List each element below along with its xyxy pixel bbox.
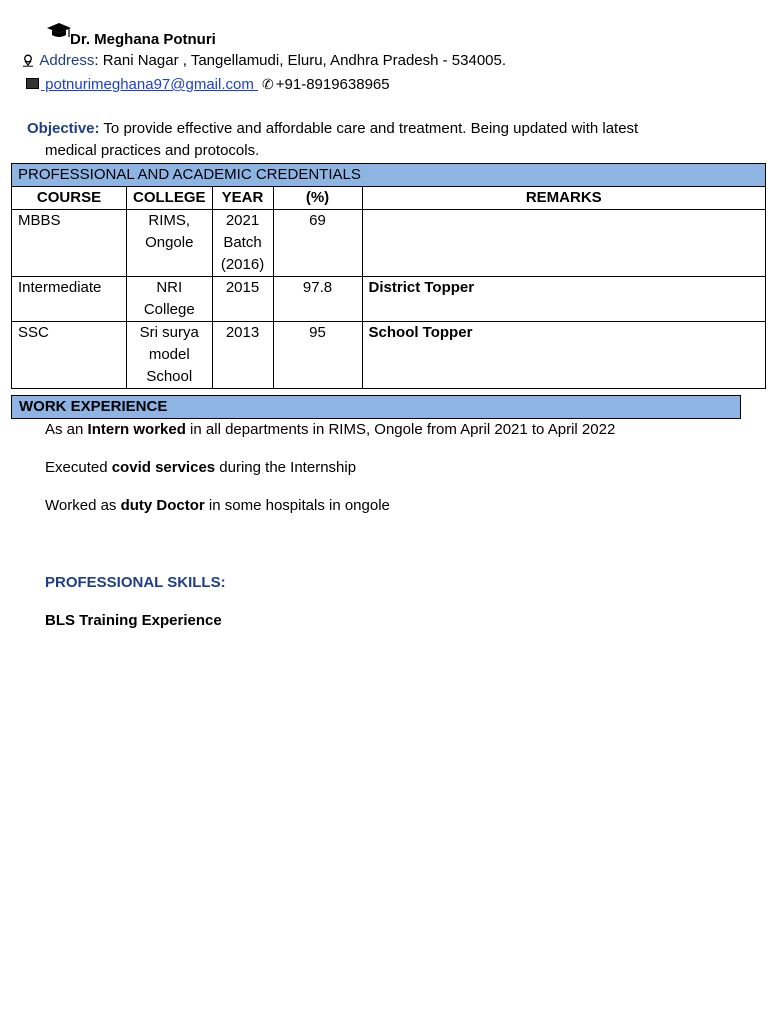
work-item-text: in some hospitals in ongole bbox=[204, 497, 390, 514]
college-cell bbox=[127, 210, 213, 277]
work-item-text: Worked as bbox=[45, 497, 121, 514]
college-line: model bbox=[148, 346, 190, 363]
work-item-text: during the Internship bbox=[215, 459, 357, 476]
year-line: Batch bbox=[223, 234, 262, 251]
year-line: (2016) bbox=[220, 256, 265, 273]
college-cell bbox=[127, 277, 213, 322]
percent-cell: 97.8 bbox=[273, 277, 362, 322]
college-line: RIMS, bbox=[148, 212, 191, 229]
work-item bbox=[45, 457, 356, 479]
work-item-highlight: covid services bbox=[111, 459, 216, 476]
objective-text-line2: medical practices and protocols. bbox=[45, 142, 260, 159]
column-header: COURSE bbox=[12, 187, 127, 210]
objective bbox=[27, 118, 717, 162]
remarks-cell bbox=[362, 210, 765, 277]
course-cell: SSC bbox=[12, 322, 127, 389]
college-cell bbox=[127, 322, 213, 389]
table-row bbox=[12, 322, 766, 389]
table-row bbox=[12, 210, 766, 277]
location-pin-icon bbox=[22, 52, 36, 74]
column-header: YEAR bbox=[212, 187, 273, 210]
column-header: (%) bbox=[273, 187, 362, 210]
email-link[interactable]: potnurimeghana97@gmail.com bbox=[41, 76, 259, 93]
column-header: COLLEGE bbox=[127, 187, 213, 210]
table-row bbox=[12, 277, 766, 322]
credentials-table bbox=[11, 163, 766, 389]
phone-number: +91-8919638965 bbox=[275, 76, 390, 93]
work-item-text: As an bbox=[45, 421, 88, 438]
work-experience-title: WORK EXPERIENCE bbox=[11, 395, 741, 419]
mail-icon bbox=[26, 78, 39, 89]
course-cell: MBBS bbox=[12, 210, 127, 277]
course-cell: Intermediate bbox=[12, 277, 127, 322]
objective-text-line1: To provide effective and affordable care and treatment. Being updated with latest bbox=[99, 120, 639, 137]
contact-line bbox=[26, 73, 390, 96]
work-item-highlight: duty Doctor bbox=[120, 497, 205, 514]
person-name: Dr. Meghana Potnuri bbox=[70, 31, 216, 48]
work-item-text: Executed bbox=[45, 459, 112, 476]
work-item-highlight: Intern worked bbox=[87, 421, 186, 438]
year-cell: 2015 bbox=[212, 277, 273, 322]
work-item bbox=[45, 419, 615, 441]
year-cell: 2013 bbox=[212, 322, 273, 389]
remarks-cell: School Topper bbox=[362, 322, 765, 389]
credentials-title: PROFESSIONAL AND ACADEMIC CREDENTIALS bbox=[12, 164, 766, 187]
year-cell bbox=[212, 210, 273, 277]
college-line: School bbox=[146, 368, 193, 385]
address-line bbox=[22, 50, 506, 74]
percent-cell: 95 bbox=[273, 322, 362, 389]
percent-cell: 69 bbox=[273, 210, 362, 277]
skills-title: PROFESSIONAL SKILLS: bbox=[45, 574, 226, 591]
phone-icon: ✆ bbox=[262, 76, 274, 92]
graduation-cap-icon bbox=[46, 22, 72, 42]
remarks-cell: District Topper bbox=[362, 277, 765, 322]
work-item bbox=[45, 495, 390, 517]
address-label: Address bbox=[39, 52, 95, 69]
college-line: Sri surya bbox=[139, 324, 199, 341]
column-header: REMARKS bbox=[362, 187, 765, 210]
skill-item: BLS Training Experience bbox=[45, 612, 222, 629]
college-line: NRI bbox=[156, 279, 183, 296]
college-line: Ongole bbox=[145, 234, 194, 251]
work-item-text: in all departments in RIMS, Ongole from April 2021 to April 2022 bbox=[185, 421, 616, 438]
objective-label: Objective: bbox=[27, 120, 100, 137]
year-line: 2021 bbox=[225, 212, 260, 229]
address-value: : Rani Nagar , Tangellamudi, Eluru, Andhra Pradesh - 534005. bbox=[94, 52, 507, 69]
college-line: College bbox=[143, 301, 195, 318]
